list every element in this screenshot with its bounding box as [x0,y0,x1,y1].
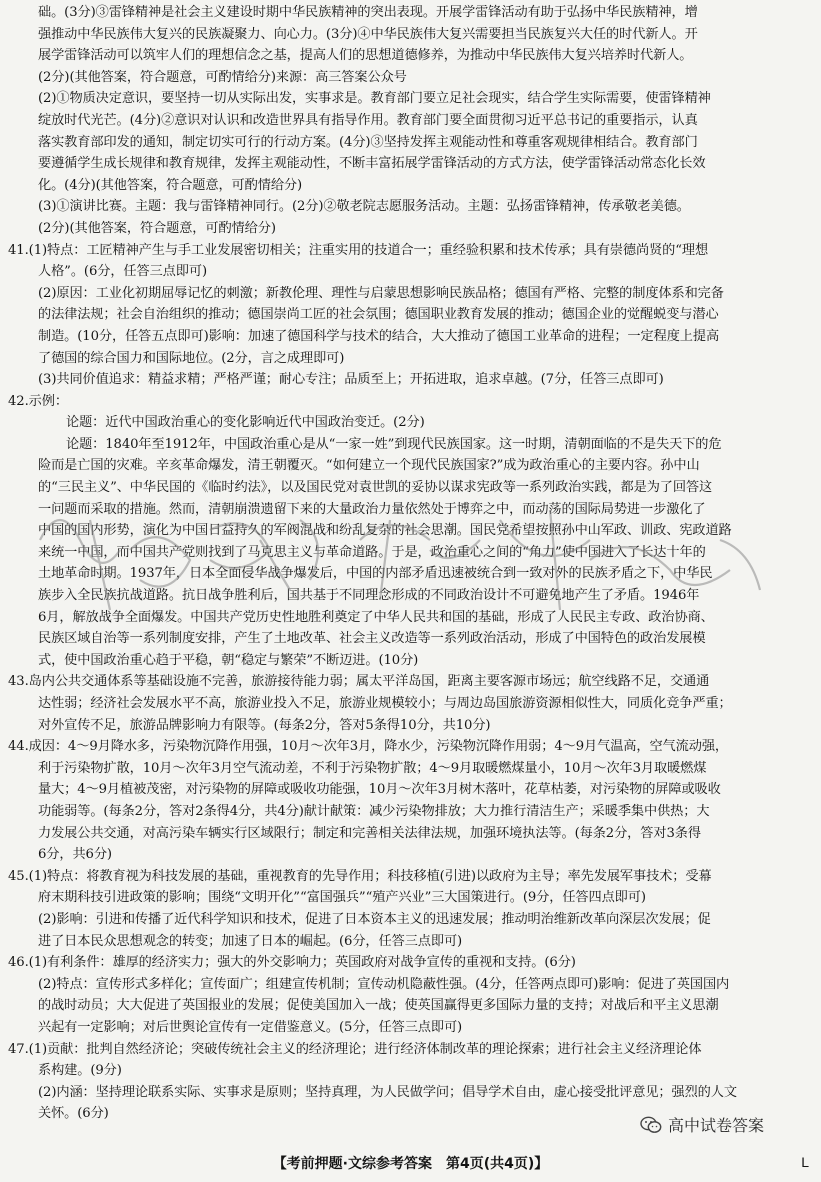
page-footer: 【考前押题·文综参考答案 第4页(共4页)】 [272,1156,549,1172]
text-line: (2)内涵：坚持理论联系实际、实事求是原则；坚持真理，为人民做学问；倡导学术自由，虚心接受批评意见；强烈的人文 [38,1084,737,1100]
text-line: 43.岛内公共交通体系等基础设施不完善，旅游接待能力弱；属太平洋岛国，距离主要客源市场远；航空线路不足，交通通 [8,674,710,690]
footer-corner-mark: L [801,1154,809,1170]
text-line: 人格”。(6分，任答三点即可) [38,264,207,280]
text-line: 兴起有一定影响；对后世舆论宣传有一定借鉴意义。(5分，任答三点即可) [38,1019,463,1035]
text-line: 中国的国内形势，演化为中国日益持久的军阀混战和纷乱复杂的社会思潮。国民党希望按照孙中山军政、训政、宪政道路 [38,523,732,539]
text-line: (3)①演讲比赛。主题：我与雷锋精神同行。(2分)②敬老院志愿服务活动。主题：弘扬雷锋精神，传承敬老美德。 [38,199,690,215]
text-line: 族步入全民族抗战道路。抗日战争胜利后，国共基于不同理念形成的不同政治设计不可避免地产生了矛盾。1946年 [38,588,700,604]
text-line: 础。(3分)③雷锋精神是社会主义建设时期中华民族精神的突出表现。开展学雷锋活动有助于弘扬中华民族精神，增 [38,5,698,20]
text-line: (2)①物质决定意识，要坚持一切从实际出发，实事求是。教育部门要立足社会现实，结合学生实际需要，使雷锋精神 [38,91,711,107]
text-line: 进了日本民众思想观念的转变；加速了日本的崛起。(6分，任答三点即可) [38,933,463,949]
text-line: 险而是亡国的灾难。辛亥革命爆发，清王朝覆灭。“如何建立一个现代民族国家?”成为政治重心的主要内容。孙中山 [38,458,700,474]
text-line: 绽放时代光芒。(4分)②意识对认识和改造世界具有指导作用。教育部门要全面贯彻习近平总书记的重要指示，认真 [38,112,698,128]
text-line: 论题：1840年至1912年，中国政治重心是从“一家一姓”到现代民族国家。这一时期，清朝面临的不是失天下的危 [66,436,722,452]
text-line: (2分)(其他答案，符合题意，可酌情给分) [38,220,276,236]
text-line: 一问题而采取的措施。然而，清朝崩溃遗留下来的大量政治力量依然处于博弈之中，而动荡的国际局势进一步激化了 [38,501,706,517]
text-line: 民族区域自治等一系列制度安排，产生了土地改革、社会主义改造等一系列政治活动，形成了中国特色的政治发展模 [38,631,706,647]
text-line: 展学雷锋活动可以筑牢人们的理想信念之基，提高人们的思想道德修养，为推动中华民族伟大复兴培养时代新人。 [38,48,693,64]
text-line: 论题：近代中国政治重心的变化影响近代中国政治变迁。(2分) [66,415,425,431]
text-line: 6月，解放战争全面爆发。中国共产党历史性地胜利奠定了中华人民共和国的基础，形成了人民民主专政、政治协商、 [38,609,714,625]
text-line: 量大；4～9月植被茂密，对污染物的屏障或吸收功能强，10月～次年3月树木落叶，花草枯萎，对污染物的屏障或吸收 [38,782,721,798]
text-line: 47.(1)贡献：批判自然经济论；突破传统社会主义的经济理论；进行经济体制改革的理论探索；进行社会主义经济理论体 [8,1041,702,1057]
wechat-watermark [640,1113,764,1136]
text-line: 42.示例： [8,393,68,409]
wechat-label: 高中试卷答案 [668,1116,765,1135]
text-line: 要遵循学生成长规律和教育规律，发挥主观能动性，不断丰富拓展学雷锋活动的方式方法，使学雷锋活动常态化长效 [38,156,706,172]
text-line: (2)原因：工业化初期屈辱记忆的刺激；新教伦理、理性与启蒙思想影响民族品格；德国有严格、完整的制度体系和完备 [38,285,724,301]
text-line: (2)影响：引进和传播了近代科学知识和技术，促进了日本资本主义的迅速发展；推动明治维新改革向深层次发展；促 [38,911,711,927]
text-line: 46.(1)有利条件：雄厚的经济实力；强大的外交影响力；英国政府对战争宣传的重视和支持。(6分) [8,955,576,971]
text-line: 力发展公共交通，对高污染车辆实行区域限行；制定和完善相关法律法规，加强环境执法等。(每条2分，答对3条得 [38,825,701,841]
text-line: 45.(1)特点：将教育视为科技发展的基础，重视教育的先导作用；科技移植(引进)以政府为主导；率先发展军事技术；受幕 [8,868,712,884]
text-line: 6分，共6分) [38,847,112,863]
text-line: 强推动中华民族伟大复兴的民族凝聚力、向心力。(3分)④中华民族伟大复兴需要担当民族复兴大任的时代新人。开 [38,26,698,42]
text-line: (2分)(其他答案，符合题意，可酌情给分)来源：高三答案公众号 [38,69,407,85]
answer-text-body [8,2,807,1125]
text-line: 功能弱等。(每条2分，答对2条得4分，共4分)献计献策：减少污染物排放；大力推行清洁生产；采暖季集中供热；大 [38,803,710,819]
text-line: 对外宣传不足，旅游品牌影响力有限等。(每条2分，答对5条得10分，共10分) [38,717,491,733]
text-line: (2)特点：宣传形式多样化；宣传面广；组建宣传机制；宣传动机隐蔽性强。(4分，任答两点即可)影响：促进了英国国内 [38,976,730,992]
text-line: (3)共同价值追求：精益求精；严格严谨；耐心专注；品质至上；开拓进取，追求卓越。(7分，任答三点即可) [38,372,664,388]
text-line: 化。(4分)(其他答案，符合题意，可酌情给分) [38,177,303,193]
text-line: 利于污染物扩散，10月～次年3月空气流动差，不利于污染物扩散；4～9月取暖燃煤量小，10月～次年3月取暖燃煤 [38,760,707,776]
text-line: 落实教育部印发的通知，制定切实可行的行动方案。(4分)③坚持发挥主观能动性和尊重客观规律相结合。教育部门 [38,134,698,150]
text-line: 44.成因：4～9月降水多，污染物沉降作用强，10月～次年3月，降水少，污染物沉降作用弱；4～9月气温高，空气流动强， [8,739,728,755]
text-line: 的战时动员；大大促进了英国报业的发展；促使美国加入一战；使英国赢得更多国际力量的支持；对战后和平主义思潮 [38,998,719,1014]
wechat-icon [640,1116,662,1134]
text-line: 关怀。(6分) [38,1106,109,1122]
text-line: 系构建。(9分) [38,1063,122,1079]
text-line: 了德国的综合国力和国际地位。(2分，言之成理即可) [38,350,345,366]
text-line: 达性弱；经济社会发展水平不高，旅游业投入不足，旅游业规模较小；与周边岛国旅游资源相似性大，同质化竞争严重； [38,696,732,711]
text-line: 41.(1)特点：工匠精神产生与手工业发展密切相关；注重实用的技道合一；重经验积累和技术传承；具有崇德尚贤的“理想 [8,242,709,258]
text-line: 式，使中国政治重心趋于平稳，朝“稳定与繁荣”不断迈进。(10分) [38,652,419,668]
text-line: 的“三民主义”、中华民国的《临时约法》，以及国民党对袁世凯的妥协以谋求宪政等一系列政治实践，都是为了回答这 [38,480,713,496]
text-line: 府末期科技引进政策的影响；围绕“文明开化”“富国强兵”“殖产兴业”三大国策进行。(9分，任答四点即可) [38,890,646,906]
text-line: 的法律法规；社会自治组织的推动；德国崇尚工匠的社会氛围；德国职业教育发展的推动；德国企业的觉醒蜕变与潜心 [38,307,719,323]
text-line: 土地革命时期。1937年，日本全面侵华战争爆发后，中国的内部矛盾迅速被统合到一致对外的民族矛盾之下，中华民 [38,566,713,582]
text-line: 来统一中国，而中国共产党则找到了马克思主义与革命道路。于是，政治重心之间的“角力”使中国进入了长达十年的 [38,544,706,560]
text-line: 制造。(10分，任答五点即可)影响：加速了德国科学与技术的结合，大大推动了德国工业革命的进程；一定程度上提高 [38,328,720,344]
